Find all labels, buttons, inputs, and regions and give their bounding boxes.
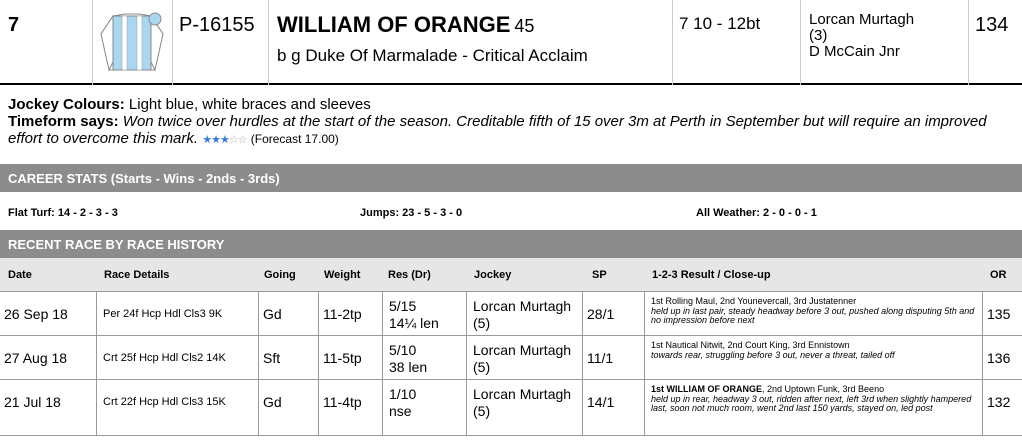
race-date: 26 Sep 18 <box>4 306 68 322</box>
col-jockey: Jockey <box>474 269 512 281</box>
runner-name-cell <box>268 0 672 85</box>
race-sp: 14/1 <box>587 394 615 410</box>
race-date: 27 Aug 18 <box>4 350 68 366</box>
horse-name[interactable]: WILLIAM OF ORANGE 45 <box>277 12 535 37</box>
race-result: 1st Nautical Nitwit, 2nd Court King, 3rd Ennistown towards rear, struggling before 3 out, never a threat, tailed off <box>651 340 895 360</box>
race-closeup: held up in last pair, steady headway before 3 out, pushed along disputing 5th and no impression before next <box>651 305 975 325</box>
race-result: 1st Rolling Maul, 2nd Younevercall, 3rd Justatenner held up in last pair, steady headway before 3 out, pushed along disputing 5th and no impression before next <box>651 296 975 325</box>
race-jockey[interactable]: Lorcan Murtagh <box>473 386 572 402</box>
race-weight: 11-5tp <box>323 350 362 366</box>
col-going: Going <box>264 269 296 281</box>
race-distance: 38 len <box>389 359 428 375</box>
race-going: Sft <box>263 350 281 366</box>
colours-text: Light blue, white braces and sleeves <box>128 96 371 113</box>
official-rating: 134 <box>968 0 1022 85</box>
horse-age: 45 <box>514 16 535 36</box>
race-result: 1st WILLIAM OF ORANGE, 2nd Uptown Funk, 3rd Beeno held up in rear, headway 3 out, ridden after next, left 3rd when slightly hampered last, soon not much room, went 2nd last 150 yards, stayed on, led post <box>651 384 972 413</box>
jockey-claim: (3) <box>809 27 828 44</box>
race-or: 136 <box>987 350 1011 366</box>
colours-label: Jockey Colours: <box>8 96 125 113</box>
race-closeup: towards rear, struggling before 3 out, never a threat, tailed off <box>651 349 895 360</box>
race-weight: 11-4tp <box>323 394 362 410</box>
silk-icon <box>92 0 172 85</box>
race-sp: 28/1 <box>587 306 615 322</box>
table-row[interactable] <box>0 292 1022 336</box>
race-distance: nse <box>389 403 412 419</box>
rating-stars-icon: ★★★☆☆ <box>202 134 247 146</box>
race-going: Gd <box>263 394 282 410</box>
forecast-odds: (Forecast 17.00) <box>250 132 339 146</box>
race-going: Gd <box>263 306 282 322</box>
race-position: 5/15 <box>389 298 417 314</box>
trainer-name[interactable]: D McCain Jnr <box>809 43 900 60</box>
race-history-header: RECENT RACE BY RACE HISTORY <box>0 230 1022 258</box>
stat-flat: Flat Turf: 14 - 2 - 3 - 3 <box>8 207 118 219</box>
race-or: 132 <box>987 394 1011 410</box>
race-position: 1/10 <box>389 386 417 402</box>
race-jockey-claim: (5) <box>473 359 491 375</box>
table-row[interactable] <box>0 336 1022 380</box>
jockey-name[interactable]: Lorcan Murtagh <box>809 11 915 28</box>
col-date: Date <box>8 269 32 281</box>
race-jockey[interactable]: Lorcan Murtagh <box>473 342 572 358</box>
runner-number: 7 <box>8 14 20 36</box>
horse-breeding: b g Duke Of Marmalade - Critical Acclaim <box>277 46 588 65</box>
runner-reg: P-16155 <box>172 0 268 85</box>
timeform-text: Won twice over hurdles at the start of the season. Creditable fifth of 15 over 3m at Perth in September but will require an improved effort to overcome this mark. <box>8 113 987 147</box>
runner-header <box>0 0 1022 85</box>
runner-weight: 7 10 - 12bt <box>672 0 800 85</box>
race-or: 135 <box>987 306 1011 322</box>
race-position: 5/10 <box>389 342 417 358</box>
race-details[interactable]: Per 24f Hcp Hdl Cls3 9K <box>103 308 223 320</box>
race-jockey-claim: (5) <box>473 315 491 331</box>
runner-comment <box>8 96 1016 149</box>
jockey-trainer <box>800 0 968 85</box>
race-details[interactable]: Crt 22f Hcp Hdl Cls3 15K <box>103 396 226 408</box>
col-or: OR <box>990 269 1007 281</box>
race-date: 21 Jul 18 <box>4 394 61 410</box>
col-weight: Weight <box>324 269 361 281</box>
race-distance: 14¼ len <box>389 315 439 331</box>
race-weight: 11-2tp <box>323 306 362 322</box>
history-table-header <box>0 258 1022 292</box>
col-result: Res (Dr) <box>388 269 431 281</box>
race-jockey[interactable]: Lorcan Murtagh <box>473 298 572 314</box>
race-details[interactable]: Crt 25f Hcp Hdl Cls2 14K <box>103 352 226 364</box>
race-closeup: held up in rear, headway 3 out, ridden after next, left 3rd when slightly hampered last, soon not much room, went 2nd last 150 yards, stayed on, led post <box>651 393 972 413</box>
career-stats-header: CAREER STATS (Starts - Wins - 2nds - 3rds) <box>0 164 1022 192</box>
timeform-label: Timeform says: <box>8 113 119 130</box>
race-jockey-claim: (5) <box>473 403 491 419</box>
col-sp: SP <box>592 269 607 281</box>
race-sp: 11/1 <box>587 350 614 366</box>
career-stats-row <box>0 196 1022 230</box>
table-row[interactable] <box>0 380 1022 436</box>
stat-all-weather: All Weather: 2 - 0 - 0 - 1 <box>696 207 817 219</box>
col-race-details: Race Details <box>104 269 170 281</box>
col-closeup: 1-2-3 Result / Close-up <box>652 269 771 281</box>
stat-jumps: Jumps: 23 - 5 - 3 - 0 <box>360 207 463 219</box>
